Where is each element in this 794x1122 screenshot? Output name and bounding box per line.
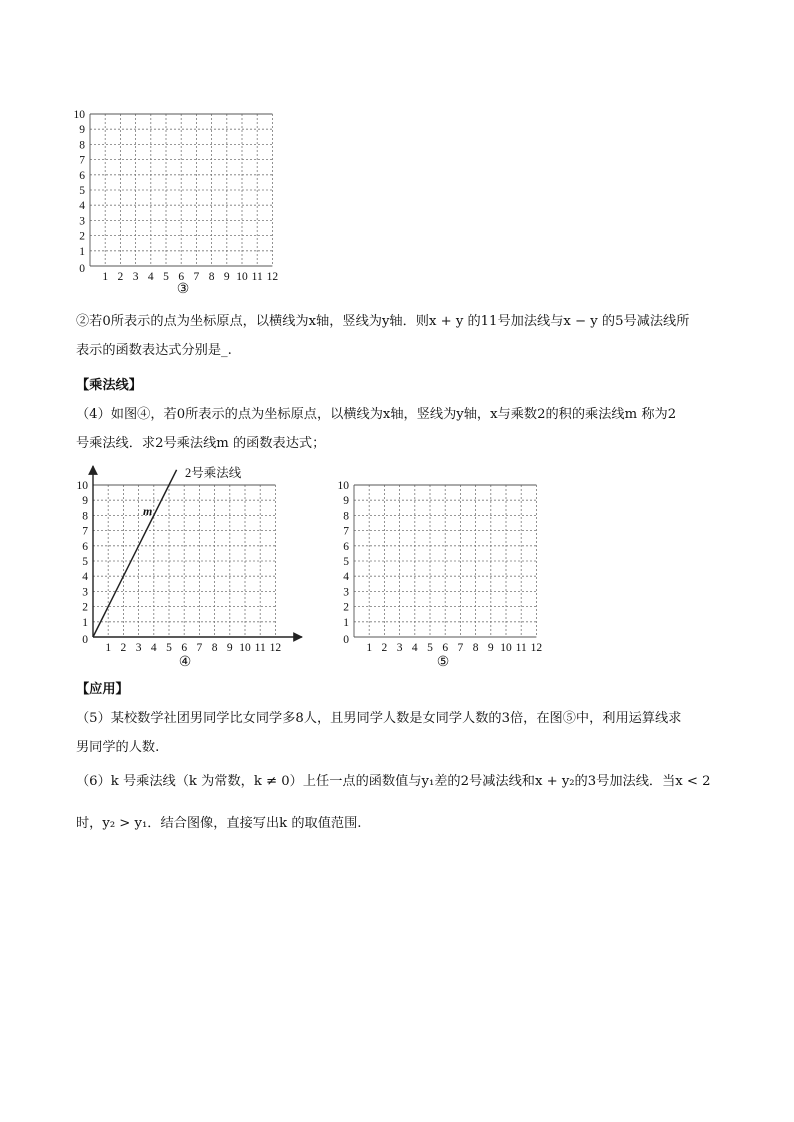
y-tick-label: 8 bbox=[343, 510, 349, 523]
y-tick-label: 2 bbox=[82, 601, 88, 614]
grid-4-lines bbox=[93, 485, 275, 637]
x-tick-label: 5 bbox=[166, 642, 172, 654]
y-tick-label: 9 bbox=[82, 495, 88, 508]
grid-figure-3 bbox=[60, 100, 300, 300]
question-6-line-2: 时，y₂ > y₁．结合图像，直接写出k 的取值范围. bbox=[76, 816, 362, 831]
x-tick-label: 5 bbox=[427, 642, 433, 654]
y-tick-label: 4 bbox=[79, 200, 85, 213]
y-tick-label: 9 bbox=[343, 495, 349, 508]
y-tick-label: 3 bbox=[82, 586, 88, 599]
y-tick-label: 1 bbox=[82, 616, 88, 629]
x-tick-label: 6 bbox=[442, 642, 449, 654]
y-tick-label: 0 bbox=[343, 634, 349, 646]
question-4-line-1: （4）如图④，若0所表示的点为坐标原点，以横线为x轴，竖线为y轴，x与乘数2的积的乘法线m 称为2 bbox=[76, 407, 677, 422]
grid-3-lines bbox=[90, 114, 272, 266]
x-tick-label: 8 bbox=[208, 271, 215, 283]
x-tick-label: 1 bbox=[105, 642, 112, 654]
grid-3-y-ticks bbox=[74, 109, 86, 275]
x-tick-label: 10 bbox=[500, 642, 512, 654]
y-tick-label: 4 bbox=[82, 571, 88, 584]
grid-4-x-ticks bbox=[105, 642, 281, 654]
question-2-line-2: 表示的函数表达式分别是_. bbox=[76, 343, 232, 358]
grid-figure-4 bbox=[60, 460, 320, 675]
section-heading-multiplication: 【乘法线】 bbox=[76, 378, 142, 393]
x-tick-label: 4 bbox=[150, 642, 157, 654]
y-tick-label: 6 bbox=[343, 540, 349, 553]
line-m-name: m bbox=[143, 504, 153, 518]
grid-5-lines bbox=[354, 485, 536, 637]
grid-4-y-ticks bbox=[77, 480, 89, 646]
x-tick-label: 3 bbox=[135, 642, 142, 654]
grid-5-y-ticks bbox=[338, 480, 350, 646]
figure-3-caption: ③ bbox=[176, 282, 190, 297]
x-tick-label: 10 bbox=[236, 271, 248, 283]
question-5-line-2: 男同学的人数. bbox=[76, 740, 160, 755]
x-tick-label: 3 bbox=[132, 271, 139, 283]
x-tick-label: 11 bbox=[254, 642, 266, 654]
y-tick-label: 6 bbox=[82, 540, 88, 553]
x-tick-label: 7 bbox=[196, 642, 203, 654]
x-tick-label: 1 bbox=[102, 271, 109, 283]
figure-4-caption: ④ bbox=[178, 655, 192, 670]
x-tick-label: 9 bbox=[226, 642, 233, 654]
question-2-line-1: ②若0所表示的点为坐标原点，以横线为x轴，竖线为y轴．则x + y 的11号加法线与x − y 的5号减法线所 bbox=[76, 314, 690, 329]
x-tick-label: 8 bbox=[211, 642, 218, 654]
x-tick-label: 9 bbox=[487, 642, 494, 654]
x-tick-label: 6 bbox=[181, 642, 188, 654]
y-tick-label: 1 bbox=[343, 616, 349, 629]
grid-5-x-ticks bbox=[366, 642, 542, 654]
line-m-label: 2号乘法线 bbox=[185, 466, 242, 480]
x-tick-label: 11 bbox=[251, 271, 263, 283]
y-tick-label: 9 bbox=[79, 124, 85, 137]
y-tick-label: 1 bbox=[79, 245, 85, 258]
x-tick-label: 2 bbox=[117, 271, 124, 283]
y-tick-label: 7 bbox=[82, 525, 88, 538]
x-tick-label: 1 bbox=[366, 642, 373, 654]
y-tick-label: 10 bbox=[337, 480, 349, 492]
x-tick-label: 6 bbox=[178, 271, 185, 283]
y-tick-label: 7 bbox=[79, 154, 85, 167]
grid-figure-5 bbox=[326, 470, 566, 675]
y-tick-label: 0 bbox=[82, 634, 88, 646]
x-tick-label: 5 bbox=[163, 271, 169, 283]
x-tick-label: 7 bbox=[457, 642, 464, 654]
x-tick-label: 4 bbox=[411, 642, 418, 654]
question-5-line-1: （5）某校数学社团男同学比女同学多8人，且男同学人数是女同学人数的3倍，在图⑤中，利用运算线求 bbox=[76, 711, 682, 726]
grid-3-x-ticks bbox=[102, 271, 278, 283]
figure-5-caption: ⑤ bbox=[436, 655, 450, 670]
x-tick-label: 10 bbox=[239, 642, 251, 654]
x-tick-label: 3 bbox=[396, 642, 403, 654]
y-tick-label: 2 bbox=[79, 230, 85, 243]
y-tick-label: 10 bbox=[73, 109, 85, 121]
question-6-line-1: （6）k 号乘法线（k 为常数，k ≠ 0）上任一点的函数值与y₁差的2号减法线和x + y₂的3号加法线．当x < 2 bbox=[76, 774, 711, 789]
y-tick-label: 8 bbox=[82, 510, 88, 523]
x-tick-label: 12 bbox=[266, 271, 279, 283]
x-tick-label: 12 bbox=[530, 642, 543, 654]
x-tick-label: 2 bbox=[120, 642, 127, 654]
y-tick-label: 6 bbox=[79, 169, 85, 182]
x-tick-label: 2 bbox=[381, 642, 388, 654]
y-tick-label: 2 bbox=[343, 601, 349, 614]
y-tick-label: 5 bbox=[79, 185, 85, 197]
x-tick-label: 11 bbox=[515, 642, 527, 654]
y-tick-label: 0 bbox=[79, 263, 85, 275]
x-tick-label: 8 bbox=[472, 642, 479, 654]
y-tick-label: 5 bbox=[343, 556, 349, 568]
y-tick-label: 4 bbox=[343, 571, 349, 584]
y-tick-label: 3 bbox=[79, 215, 85, 228]
y-tick-label: 7 bbox=[343, 525, 349, 538]
y-tick-label: 5 bbox=[82, 556, 88, 568]
multiplication-line-m bbox=[93, 470, 177, 637]
y-tick-label: 8 bbox=[79, 139, 85, 152]
x-tick-label: 9 bbox=[223, 271, 230, 283]
y-tick-label: 3 bbox=[343, 586, 349, 599]
x-tick-label: 7 bbox=[193, 271, 200, 283]
question-4-line-2: 号乘法线．求2号乘法线m 的函数表达式； bbox=[76, 436, 326, 451]
x-tick-label: 4 bbox=[147, 271, 154, 283]
section-heading-application: 【应用】 bbox=[76, 682, 129, 697]
y-tick-label: 10 bbox=[76, 480, 88, 492]
x-tick-label: 12 bbox=[269, 642, 282, 654]
